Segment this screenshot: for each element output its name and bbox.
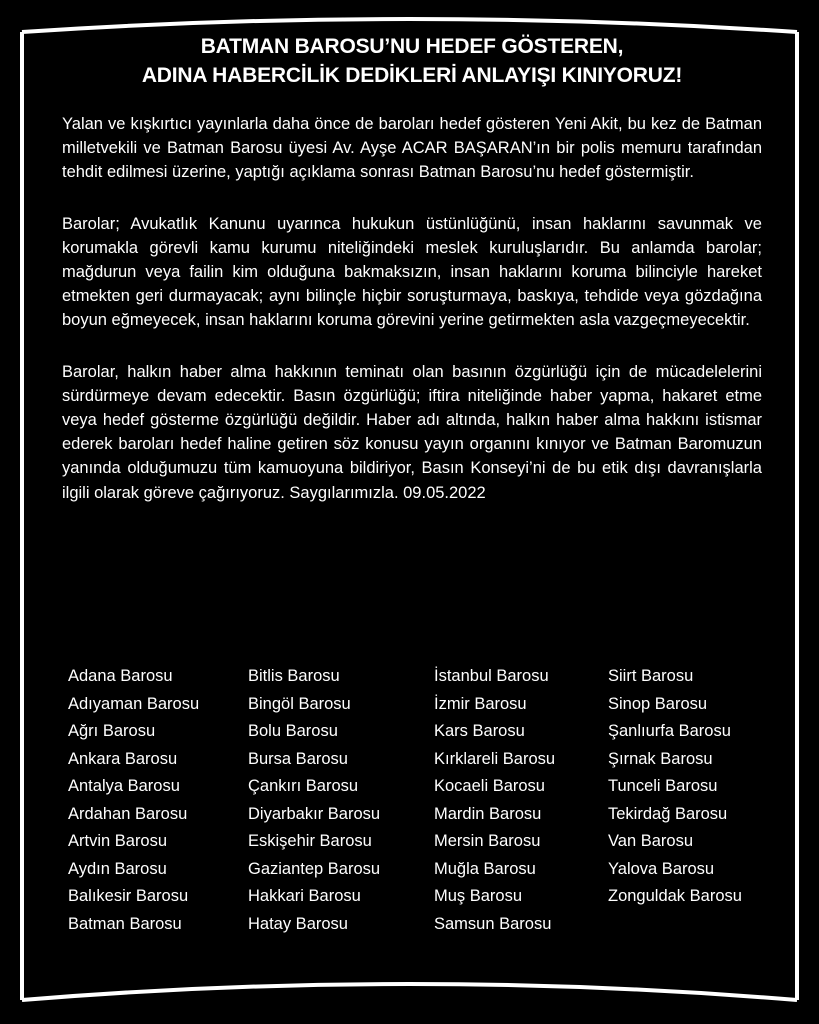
bar-item: Van Barosu xyxy=(608,832,693,850)
bar-item: Mardin Barosu xyxy=(434,804,542,823)
bar-item: Muğla Barosu xyxy=(434,859,536,878)
paragraph-2: Barolar; Avukatlık Kanunu uyarınca hukukun üstünlüğünü, insan haklarını savunmak ve korumakla görevli kamu kurumu niteliğindeki meslek kuruluşlarıdır. Bu anlamda barolar; mağdurun veya failin kim olduğuna bakmaksızın, insan haklarını koruma bilinciyle hareket etmekten geri durmayacak; aynı bilinçle hiçbir soruşturmaya, baskıya, tehdide veya gözdağına boyun eğmeyecek, insan haklarını koruma görevini yerine getirmekten asla vazgeçmeyecektir. xyxy=(62,214,762,330)
bar-item: Şırnak Barosu xyxy=(608,749,713,768)
bar-item: Kırklareli Barosu xyxy=(434,749,556,768)
bar-item: Aydın Barosu xyxy=(68,859,167,878)
bar-item: Samsun Barosu xyxy=(434,914,552,933)
bar-column-2 xyxy=(248,663,380,938)
bar-item: Kocaeli Barosu xyxy=(434,777,545,795)
bar-item: Ardahan Barosu xyxy=(68,804,188,823)
bar-item: Eskişehir Barosu xyxy=(248,832,372,850)
bar-item: Çankırı Barosu xyxy=(248,777,359,795)
paragraph-1: Yalan ve kışkırtıcı yayınlarla daha önce de baroları hedef gösteren Yeni Akit, bu kez de Batman milletvekili ve Batman Barosu üyesi Av. Ayşe ACAR BAŞARAN’ın bir polis memuru tarafından tehdit edilmesi üzerine, yaptığı açıklama sonrası Batman Barosu’nu hedef göstermiştir. xyxy=(62,115,762,182)
bar-item: Adana Barosu xyxy=(68,667,173,685)
bar-item: Mersin Barosu xyxy=(434,832,541,850)
bar-item: Hatay Barosu xyxy=(248,914,348,933)
bar-column-4 xyxy=(608,663,742,911)
bar-item: Batman Barosu xyxy=(68,914,182,933)
bar-item: Zonguldak Barosu xyxy=(608,887,742,905)
title-line-1: BATMAN BAROSU’NU HEDEF GÖSTEREN, xyxy=(200,35,624,58)
statement-body xyxy=(62,32,762,532)
bar-item: Bitlis Barosu xyxy=(248,667,340,685)
bar-item: Yalova Barosu xyxy=(608,859,715,878)
bar-item: Muş Barosu xyxy=(434,887,523,905)
bar-item: Tunceli Barosu xyxy=(608,777,718,795)
bar-item: Antalya Barosu xyxy=(68,777,180,795)
bar-item: Gaziantep Barosu xyxy=(248,859,381,878)
title-line-2: ADINA HABERCİLİK DEDİKLERİ ANLAYIŞI KINIYORUZ! xyxy=(141,64,683,87)
bar-item: Balıkesir Barosu xyxy=(68,887,189,905)
bar-item: İstanbul Barosu xyxy=(434,667,549,685)
bar-item: Diyarbakır Barosu xyxy=(248,804,381,823)
statement-title xyxy=(62,32,762,90)
bar-association-list xyxy=(68,663,788,943)
bar-item: Tekirdağ Barosu xyxy=(608,804,728,823)
bar-item: Bursa Barosu xyxy=(248,749,348,768)
bar-item: Ağrı Barosu xyxy=(68,722,156,740)
bar-item: Şanlıurfa Barosu xyxy=(608,722,731,740)
bar-item: Bingöl Barosu xyxy=(248,694,351,713)
bar-item: Sinop Barosu xyxy=(608,694,708,713)
bar-column-1 xyxy=(68,663,199,938)
bar-item: Bolu Barosu xyxy=(248,722,338,740)
bar-item: Adıyaman Barosu xyxy=(68,694,200,713)
bar-column-3 xyxy=(434,663,555,938)
bar-item: Siirt Barosu xyxy=(608,667,694,685)
bar-item: Ankara Barosu xyxy=(68,749,178,768)
paragraph-3: Barolar, halkın haber alma hakkının teminatı olan basının özgürlüğü için de mücadelelerini sürdürmeye devam edecektir. Basın özgürlüğü; iftira niteliğinde haber yapma, hakaret etme veya hedef gösterme özgürlüğü değildir. Haber adı altında, halkın haber alma hakkını istismar ederek baroları hedef haline getiren söz konusu yayın organını kınıyor ve Batman Baromuzun yanında olduğumuzu tüm kamuoyuna bildiriyor, Basın Konseyi’ni de bu etik dışı davranışlarla ilgili olarak göreve çağırıyoruz. Saygılarımızla. 09.05.2022 xyxy=(62,362,762,502)
bar-item: İzmir Barosu xyxy=(434,694,527,713)
bar-item: Hakkari Barosu xyxy=(248,887,361,905)
frame-top-curve xyxy=(22,19,797,32)
frame-bottom-curve xyxy=(22,984,797,1000)
bar-item: Kars Barosu xyxy=(434,722,525,740)
bar-item: Artvin Barosu xyxy=(68,832,168,850)
